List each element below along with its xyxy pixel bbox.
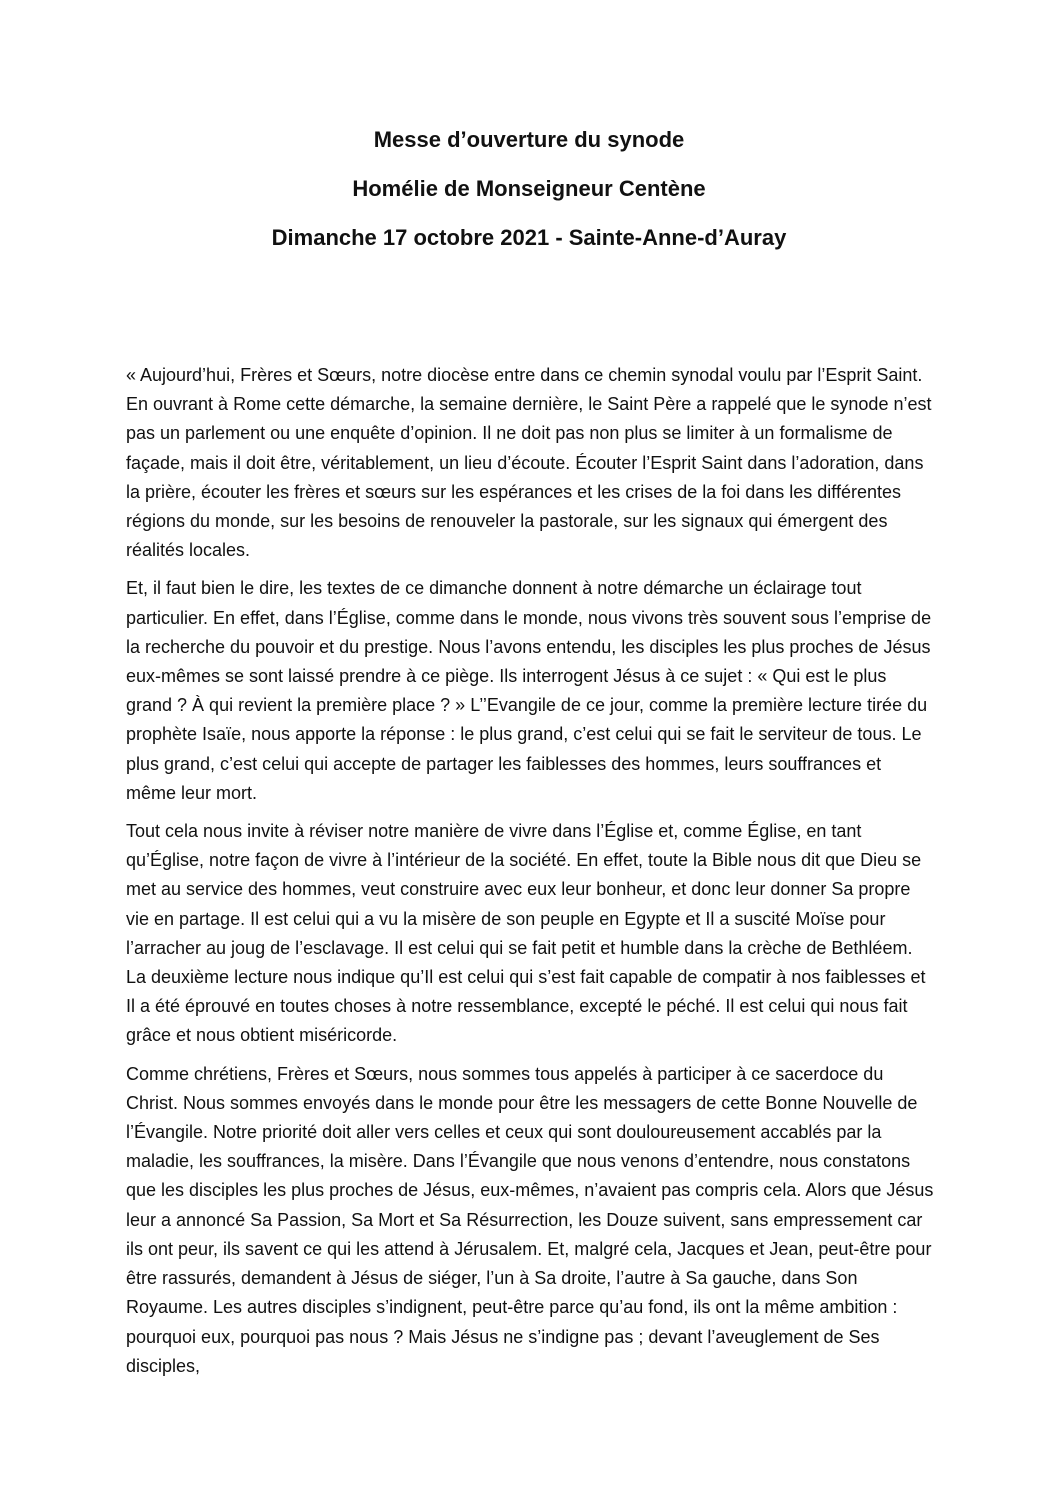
- document-date-place: Dimanche 17 octobre 2021 - Sainte-Anne-d’Auray: [271, 225, 787, 250]
- document-subtitle: Homélie de Monseigneur Centène: [352, 176, 706, 201]
- paragraph-1: « Aujourd’hui, Frères et Sœurs, notre diocèse entre dans ce chemin synodal voulu par l’Esprit Saint. En ouvrant à Rome cette démarche, la semaine dernière, le Saint Père a rappelé que le synode n’est pas un parlement ou une enquête d’opinion. Il ne doit pas non plus se limiter à un formalisme de façade, mais il doit être, véritablement, un lieu d’écoute. Écouter l’Esprit Saint dans l’adoration, dans la prière, écouter les frères et sœurs sur les espérances et les crises de la foi dans les différentes régions du monde, sur les besoins de renouveler la pastorale, sur les signaux qui émergent des réalités locales.: [126, 365, 932, 561]
- paragraph-3: Tout cela nous invite à réviser notre manière de vivre dans l’Église et, comme Église, en tant qu’Église, notre façon de vivre à l’intérieur de la société. En effet, toute la Bible nous dit que Dieu se met au service des hommes, veut construire avec eux leur bonheur, et donc leur donner Sa propre vie en partage. Il est celui qui a vu la misère de son peuple en Egypte et Il a suscité Moïse pour l’arracher au joug de l’esclavage. Il est celui qui se fait petit et humble dans la crèche de Bethléem. La deuxième lecture nous indique qu’Il est celui qui s’est fait capable de compatir à nos faiblesses et Il a été éprouvé en toutes choses à notre ressemblance, excepté le péché. Il est celui qui nous fait grâce et nous obtient miséricorde.: [126, 821, 926, 1046]
- paragraph-4: Comme chrétiens, Frères et Sœurs, nous sommes tous appelés à participer à ce sacerdoce du Christ. Nous sommes envoyés dans le monde pour être les messagers de cette Bonne Nouvelle de l’Évangile. Notre priorité doit aller vers celles et ceux qui sont douloureusement accablés par la maladie, les souffrances, la misère. Dans l’Évangile que nous venons d’entendre, nous constatons que les disciples les plus proches de Jésus, eux-mêmes, n’avaient pas compris cela. Alors que Jésus leur a annoncé Sa Passion, Sa Mort et Sa Résurrection, les Douze suivent, sans empressement car ils ont peur, ils savent ce qui les attend à Jérusalem. Et, malgré cela, Jacques et Jean, peut-être pour être rassurés, demandent à Jésus de siéger, l’un à Sa droite, l’autre à Sa gauche, dans Son Royaume. Les autres disciples s’indignent, peut-être parce qu’au fond, ils ont la même ambition : pourquoi eux, pourquoi pas nous ? Mais Jésus ne s’indigne pas ; devant l’aveuglement de Ses disciples,: [126, 1063, 934, 1376]
- paragraph-2: Et, il faut bien le dire, les textes de ce dimanche donnent à notre démarche un éclairage tout particulier. En effet, dans l’Église, comme dans le monde, nous vivons très souvent sous l’emprise de la recherche du pouvoir et du prestige. Nous l’avons entendu, les disciples les plus proches de Jésus eux-mêmes se sont laissé prendre à ce piège. Ils interrogent Jésus à ce sujet : « Qui est le plus grand ? À qui revient la première place ? » L’’Evangile de ce jour, comme la première lecture tirée du prophète Isaïe, nous apporte la réponse : le plus grand, c’est celui qui se fait le serviteur de tous. Le plus grand, c’est celui qui accepte de partager les faiblesses des hommes, leurs souffrances et même leur mort.: [126, 578, 932, 803]
- document-header: [0, 126, 1058, 273]
- document-title: Messe d’ouverture du synode: [373, 127, 685, 152]
- document-body: [126, 361, 934, 1390]
